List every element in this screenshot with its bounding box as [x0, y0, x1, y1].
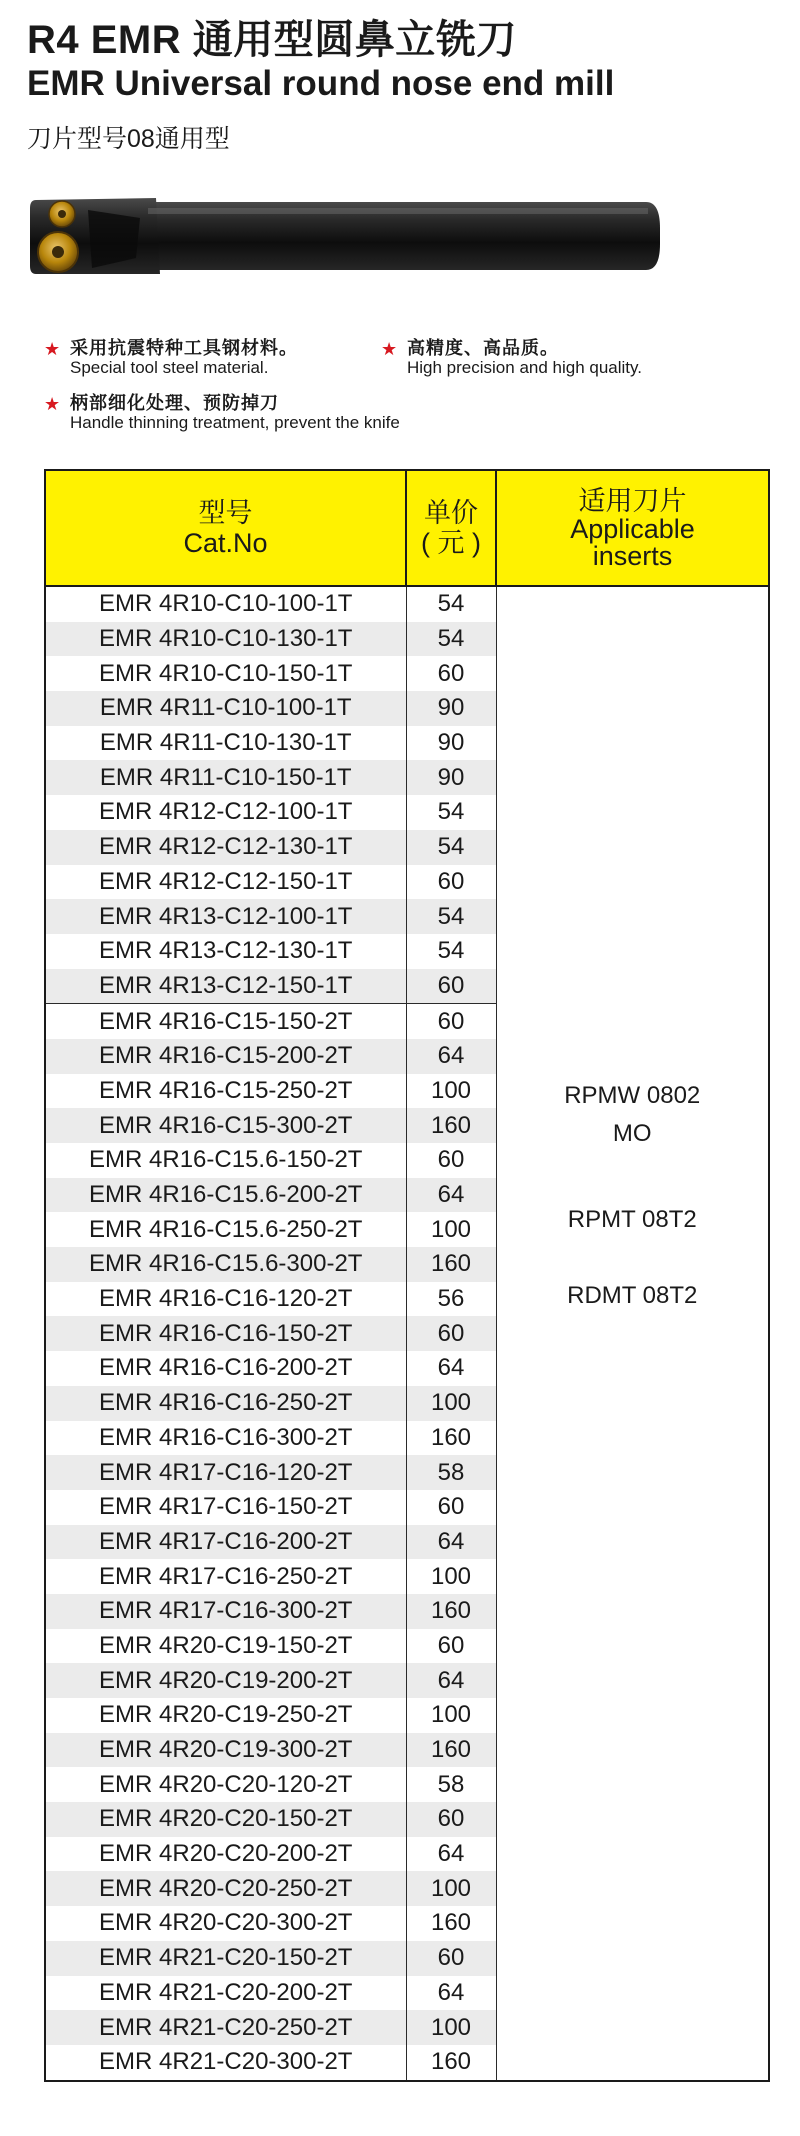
cell-price: 60: [406, 656, 496, 691]
cell-model: EMR 4R16-C15-300-2T: [45, 1108, 406, 1143]
feature-cn: 采用抗震特种工具钢材料。: [70, 338, 298, 358]
cell-price: 60: [406, 1941, 496, 1976]
header-inserts: 适用刀片 Applicable inserts: [496, 470, 769, 586]
feature-cn: 高精度、高品质。: [407, 338, 559, 358]
star-icon: ★: [381, 339, 398, 359]
cell-model: EMR 4R16-C16-200-2T: [45, 1351, 406, 1386]
cell-price: 160: [406, 1421, 496, 1456]
cell-model: EMR 4R11-C10-150-1T: [45, 760, 406, 795]
cell-price: 100: [406, 1212, 496, 1247]
cell-model: EMR 4R17-C16-120-2T: [45, 1455, 406, 1490]
cell-model: EMR 4R16-C15-200-2T: [45, 1039, 406, 1074]
cell-model: EMR 4R20-C20-120-2T: [45, 1767, 406, 1802]
cell-price: 64: [406, 1178, 496, 1213]
cell-model: EMR 4R16-C15-250-2T: [45, 1074, 406, 1109]
feature-cn: 柄部细化处理、预防掉刀: [70, 393, 279, 413]
cell-price: 64: [406, 1351, 496, 1386]
table-body: [45, 586, 769, 2081]
cell-price: 60: [406, 1143, 496, 1178]
cell-price: 90: [406, 726, 496, 761]
cell-price: 100: [406, 1559, 496, 1594]
page-title-cn: R4 EMR 通用型圆鼻立铣刀: [27, 18, 517, 62]
feature-precision: [381, 338, 642, 378]
insert-model: MO: [612, 1120, 652, 1147]
cell-model: EMR 4R10-C10-150-1T: [45, 656, 406, 691]
feature-en: Handle thinning treatment, prevent the knife: [70, 413, 400, 432]
feature-material: [44, 338, 298, 378]
cell-model: EMR 4R16-C15.6-150-2T: [45, 1143, 406, 1178]
cell-model: EMR 4R16-C15.6-300-2T: [45, 1247, 406, 1282]
cell-price: 60: [406, 1004, 496, 1039]
cell-price: 54: [406, 586, 496, 622]
table-row: [45, 586, 769, 622]
cell-price: 64: [406, 1976, 496, 2011]
cell-price: 64: [406, 1525, 496, 1560]
insert-model: RPMW 0802: [564, 1082, 701, 1109]
cell-model: EMR 4R13-C12-130-1T: [45, 934, 406, 969]
feature-en: Special tool steel material.: [70, 358, 269, 377]
cell-price: 100: [406, 1386, 496, 1421]
cell-price: 60: [406, 865, 496, 900]
cell-model: EMR 4R20-C20-150-2T: [45, 1802, 406, 1837]
header-price: 单价 ( 元 ): [406, 470, 496, 586]
cell-price: 58: [406, 1767, 496, 1802]
cell-model: EMR 4R21-C20-250-2T: [45, 2010, 406, 2045]
cell-model: EMR 4R20-C20-200-2T: [45, 1837, 406, 1872]
cell-model: EMR 4R21-C20-150-2T: [45, 1941, 406, 1976]
cell-model: EMR 4R21-C20-300-2T: [45, 2045, 406, 2081]
cell-price: 160: [406, 1108, 496, 1143]
cell-price: 160: [406, 2045, 496, 2081]
cell-model: EMR 4R17-C16-200-2T: [45, 1525, 406, 1560]
page-title-en: EMR Universal round nose end mill: [27, 64, 615, 103]
cell-model: EMR 4R13-C12-100-1T: [45, 899, 406, 934]
cell-applicable-inserts: [496, 586, 769, 2081]
cell-price: 58: [406, 1455, 496, 1490]
cell-price: 100: [406, 1871, 496, 1906]
cell-price: 64: [406, 1837, 496, 1872]
star-icon: ★: [44, 339, 61, 359]
cell-price: 54: [406, 934, 496, 969]
cell-model: EMR 4R16-C16-150-2T: [45, 1316, 406, 1351]
cell-price: 160: [406, 1247, 496, 1282]
cell-model: EMR 4R12-C12-100-1T: [45, 795, 406, 830]
cell-price: 160: [406, 1733, 496, 1768]
cell-price: 64: [406, 1663, 496, 1698]
cell-model: EMR 4R12-C12-150-1T: [45, 865, 406, 900]
cell-price: 90: [406, 760, 496, 795]
insert-model: RDMT 08T2: [567, 1282, 698, 1309]
cell-price: 56: [406, 1282, 496, 1317]
insert-model: RPMT 08T2: [567, 1206, 697, 1233]
cell-model: EMR 4R20-C19-300-2T: [45, 1733, 406, 1768]
cell-model: EMR 4R20-C19-150-2T: [45, 1629, 406, 1664]
cell-price: 160: [406, 1594, 496, 1629]
cell-model: EMR 4R17-C16-300-2T: [45, 1594, 406, 1629]
cell-price: 60: [406, 1802, 496, 1837]
star-icon: ★: [44, 394, 61, 414]
cell-model: EMR 4R20-C19-200-2T: [45, 1663, 406, 1698]
cell-model: EMR 4R20-C20-250-2T: [45, 1871, 406, 1906]
cell-model: EMR 4R11-C10-130-1T: [45, 726, 406, 761]
cell-price: 54: [406, 795, 496, 830]
table-header-row: [45, 470, 769, 586]
cell-price: 60: [406, 1316, 496, 1351]
cell-model: EMR 4R12-C12-130-1T: [45, 830, 406, 865]
cell-model: EMR 4R17-C16-150-2T: [45, 1490, 406, 1525]
cell-price: 54: [406, 830, 496, 865]
feature-en: High precision and high quality.: [407, 358, 642, 377]
cell-price: 54: [406, 899, 496, 934]
cell-price: 64: [406, 1039, 496, 1074]
cell-model: EMR 4R10-C10-130-1T: [45, 622, 406, 657]
cell-price: 54: [406, 622, 496, 657]
cell-model: EMR 4R16-C15-150-2T: [45, 1004, 406, 1039]
cell-price: 100: [406, 1698, 496, 1733]
cell-model: EMR 4R17-C16-250-2T: [45, 1559, 406, 1594]
cell-model: EMR 4R13-C12-150-1T: [45, 969, 406, 1004]
cell-price: 60: [406, 1490, 496, 1525]
cell-price: 60: [406, 1629, 496, 1664]
header-model: 型号 Cat.No: [45, 470, 406, 586]
cell-model: EMR 4R16-C16-300-2T: [45, 1421, 406, 1456]
cell-price: 160: [406, 1906, 496, 1941]
cell-price: 90: [406, 691, 496, 726]
cell-price: 100: [406, 1074, 496, 1109]
cell-price: 100: [406, 2010, 496, 2045]
cell-price: 60: [406, 969, 496, 1004]
feature-handle: [44, 393, 400, 433]
cell-model: EMR 4R21-C20-200-2T: [45, 1976, 406, 2011]
cell-model: EMR 4R16-C15.6-200-2T: [45, 1178, 406, 1213]
cell-model: EMR 4R16-C16-120-2T: [45, 1282, 406, 1317]
end-mill-tool-illustration: [28, 188, 668, 284]
cell-model: EMR 4R11-C10-100-1T: [45, 691, 406, 726]
cell-model: EMR 4R10-C10-100-1T: [45, 586, 406, 622]
page-subtitle: 刀片型号08通用型: [27, 125, 230, 153]
cell-model: EMR 4R20-C19-250-2T: [45, 1698, 406, 1733]
cell-model: EMR 4R20-C20-300-2T: [45, 1906, 406, 1941]
spec-table: [44, 469, 770, 2082]
cell-model: EMR 4R16-C16-250-2T: [45, 1386, 406, 1421]
cell-model: EMR 4R16-C15.6-250-2T: [45, 1212, 406, 1247]
